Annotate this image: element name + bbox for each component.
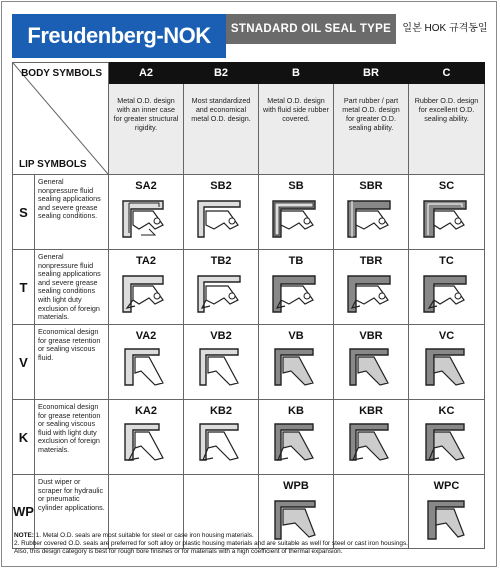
seal-code: VA2: [135, 330, 157, 342]
seal-br-s-drawing: [344, 195, 398, 243]
seal-b-k-drawing: [269, 420, 323, 468]
seal-b-t-drawing: [269, 270, 323, 318]
seal-b-v-drawing: [269, 345, 323, 393]
seal-cell-kb2: [184, 400, 259, 475]
seal-cell-tb: [259, 250, 334, 325]
seal-br-k-drawing: [344, 420, 398, 468]
row-description-wp: Dust wiper or scraper for hydraulic or pneumatic cylinder applications.: [35, 475, 109, 549]
seal-c-k-drawing: [420, 420, 474, 468]
column-description-br: Part rubber / part metal O.D. design for greater O.D. sealing ability.: [334, 84, 409, 175]
table-row-s: [13, 175, 485, 250]
table-row-k: [13, 400, 485, 475]
page-title: STNADARD OIL SEAL TYPE: [226, 14, 396, 44]
seal-code: WPC: [433, 480, 460, 492]
seal-cell-kc: [409, 400, 485, 475]
seal-type-table: [12, 62, 485, 549]
seal-code: KC: [438, 405, 455, 417]
seal-code: KA2: [134, 405, 157, 417]
column-description-c: Rubber O.D. design for excellent O.D. sealing ability.: [409, 84, 485, 175]
corner-diagonal-line: [13, 63, 108, 174]
seal-cell-tbr: [334, 250, 409, 325]
seal-code: TB2: [210, 255, 232, 267]
note-line-3: Also, this design category is best for rough bore finishes or for materials with a high coefficient of thermal expansion.: [14, 548, 343, 555]
seal-b2-t-drawing: [194, 270, 248, 318]
seal-br-v-drawing: [344, 345, 398, 393]
seal-cell-sc: [409, 175, 485, 250]
seal-cell-sbr: [334, 175, 409, 250]
seal-cell-kb: [259, 400, 334, 475]
seal-cell-va2: [109, 325, 184, 400]
seal-code: VC: [438, 330, 455, 342]
body-symbols-label: BODY SYMBOLS: [21, 68, 102, 79]
seal-b2-v-drawing: [194, 345, 248, 393]
seal-b-s-drawing: [269, 195, 323, 243]
row-description-t: General nonpressure fluid sealing applications and severe grease sealing conditions with light duty exclusion of foreign materials.: [35, 250, 109, 325]
seal-code: KB2: [209, 405, 232, 417]
seal-cell-ka2: [109, 400, 184, 475]
seal-code: TC: [439, 255, 454, 267]
seal-cell-vb2: [184, 325, 259, 400]
column-header-b: B: [259, 63, 334, 84]
seal-cell-sb: [259, 175, 334, 250]
seal-c-v-drawing: [420, 345, 474, 393]
row-description-k: Economical design for grease retention or sealing viscous fluid with light duty exclusion of foreign materials.: [35, 400, 109, 475]
seal-c-t-drawing: [420, 270, 474, 318]
seal-code: SA2: [135, 180, 157, 192]
seal-code: WPB: [283, 480, 309, 492]
row-letter-k: K: [13, 400, 35, 475]
column-header-br: BR: [334, 63, 409, 84]
seal-br-t-drawing: [344, 270, 398, 318]
seal-a2-s-drawing: [119, 195, 173, 243]
note-line-2: 2. Rubber covered O.D. seals are preferred for soft alloy or plastic housing materials and are suitable as well for steel or cast iron housings.: [14, 540, 408, 547]
seal-cell-sa2: [109, 175, 184, 250]
row-letter-s: S: [13, 175, 35, 250]
seal-code: TB: [288, 255, 304, 267]
seal-cell-tc: [409, 250, 485, 325]
column-header-a2: A2: [109, 63, 184, 84]
seal-code: VB: [288, 330, 304, 342]
seal-a2-k-drawing: [119, 420, 173, 468]
row-description-v: Economical design for grease retention or sealing viscous fluid.: [35, 325, 109, 400]
table-row-v: [13, 325, 485, 400]
seal-a2-v-drawing: [119, 345, 173, 393]
table-row-t: [13, 250, 485, 325]
seal-cell-ta2: [109, 250, 184, 325]
column-header-b2: B2: [184, 63, 259, 84]
seal-b2-s-drawing: [194, 195, 248, 243]
seal-cell-vc: [409, 325, 485, 400]
brand-logo: Freudenberg-NOK: [12, 14, 226, 58]
seal-b2-k-drawing: [194, 420, 248, 468]
seal-code: SB2: [210, 180, 232, 192]
seal-cell-sb2: [184, 175, 259, 250]
seal-c-s-drawing: [420, 195, 474, 243]
row-description-s: General nonpressure fluid sealing applications and severe grease sealing conditions.: [35, 175, 109, 250]
seal-cell-kbr: [334, 400, 409, 475]
seal-cell-vb: [259, 325, 334, 400]
column-description-b2: Most standardized and economical metal O.D. design.: [184, 84, 259, 175]
seal-code: VBR: [359, 330, 383, 342]
row-letter-wp: WP: [13, 475, 35, 549]
seal-a2-t-drawing: [119, 270, 173, 318]
page-subtitle: 일본 HOK 규격동일: [402, 23, 488, 34]
seal-code: SC: [438, 180, 455, 192]
note-line-1: 1. Metal O.D. seals are most suitable for steel or case iron housing materials.: [35, 532, 254, 539]
column-header-c: C: [409, 63, 485, 84]
seal-code: KBR: [359, 405, 383, 417]
seal-cell-tb2: [184, 250, 259, 325]
seal-code: SB: [288, 180, 304, 192]
row-letter-t: T: [13, 250, 35, 325]
seal-cell-vbr: [334, 325, 409, 400]
seal-code: VB2: [210, 330, 232, 342]
row-letter-v: V: [13, 325, 35, 400]
note-label: NOTE:: [14, 532, 34, 539]
footnote: [14, 532, 486, 556]
seal-code: TA2: [136, 255, 156, 267]
seal-code: SBR: [359, 180, 383, 192]
seal-code: TBR: [359, 255, 383, 267]
column-description-b: Metal O.D. design with fluid side rubber covered.: [259, 84, 334, 175]
seal-code: KB: [288, 405, 304, 417]
column-description-a2: Metal O.D. design with an inner case for greater structural rigidity.: [109, 84, 184, 175]
lip-symbols-label: LIP SYMBOLS: [19, 159, 87, 170]
table-corner-header: [13, 63, 109, 175]
